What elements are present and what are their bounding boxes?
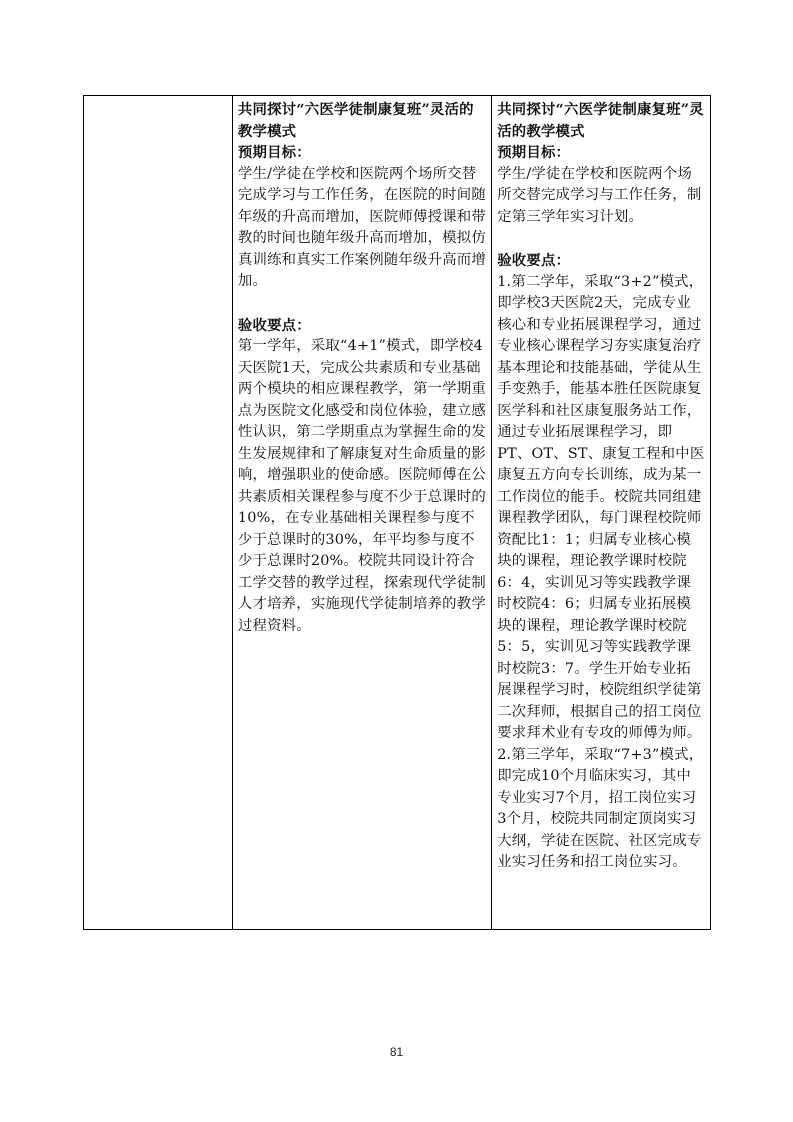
goal-text: 学生/学徒在学校和医院两个场所交替完成学习与工作任务，在医院的时间随年级的升高而增加，医院师傅授课和带教的时间也随年级升高而增加，模拟仿真训练和真实工作案例随年级升高而增加。 — [237, 165, 486, 289]
cell-title: 共同探讨“六医学徒制康复班”灵活的教学模式 — [237, 101, 474, 140]
spacer — [238, 293, 486, 315]
actual-results-cell — [492, 96, 711, 930]
acceptance-label: 验收要点： — [497, 252, 571, 269]
acceptance-item-2: 2.第三学年，采取“7+3”模式，即完成10个月临床实习，其中专业实习7个月，招工岗位实习3个月，校院共同制定顶岗实习大纲，学徒在医院、社区完成专业实习任务和招工岗位实习。 — [497, 746, 704, 870]
goal-label: 预期目标： — [237, 144, 311, 161]
goal-label: 预期目标： — [497, 144, 571, 161]
table-row — [84, 96, 711, 930]
acceptance-text: 第一学年，采取“4+1”模式，即学校4天医院1天，完成公共素质和专业基础两个模块的相应课程教学，第一学期重点为医院文化感受和岗位体验，建立感性认识，第二学期重点为掌握生命的发生发展规律和了解康复对生命质量的影响，增强职业的使命感。医院师傅在公共素质相关课程参与度不少于总课时的10%，在专业基础相关课程参与度不少于总课时的30%，年平均参与度不少于总课时20%。校院共同设计符合工学交替的教学过程，探索现代学徒制人才培养，实施现代学徒制培养的教学过程资料。 — [237, 338, 486, 634]
spacer — [497, 228, 705, 250]
expected-goals-cell — [232, 96, 491, 930]
plan-table — [83, 95, 711, 930]
empty-label-cell — [84, 96, 233, 930]
acceptance-label: 验收要点： — [237, 316, 311, 334]
page-number: 81 — [389, 1045, 404, 1059]
cell-title: 共同探讨“六医学徒制康复班”灵活的教学模式 — [497, 101, 704, 140]
acceptance-item-1: 1.第二学年，采取“3+2”模式，即学校3天医院2天，完成专业核心和专业拓展课程学习，通过专业核心课程学习夯实康复治疗基本理论和技能基础，学徒从生手变熟手，能基本胜任医院康复医学科和社区康复服务站工作，通过专业拓展课程学习，即PT、OT、ST、康复工程和中医康复五方向专长训练，成为某一工作岗位的能手。校院共同组建课程教学团队，每门课程校院师资配比1：1；归属专业核心模块的课程，理论教学课时校院6：4，实训见习等实践教学课时校院4：6；归属专业拓展模块的课程，理论教学课时校院5：5，实训见习等实践教学课时校院3：7。学生开始专业拓展课程学习时，校院组织学徒第二次拜师，根据自己的招工岗位要求拜术业有专攻的师傅为师。 — [497, 273, 705, 741]
goal-text: 学生/学徒在学校和医院两个场所交替完成学习与工作任务，制定第三学年实习计划。 — [497, 165, 702, 225]
